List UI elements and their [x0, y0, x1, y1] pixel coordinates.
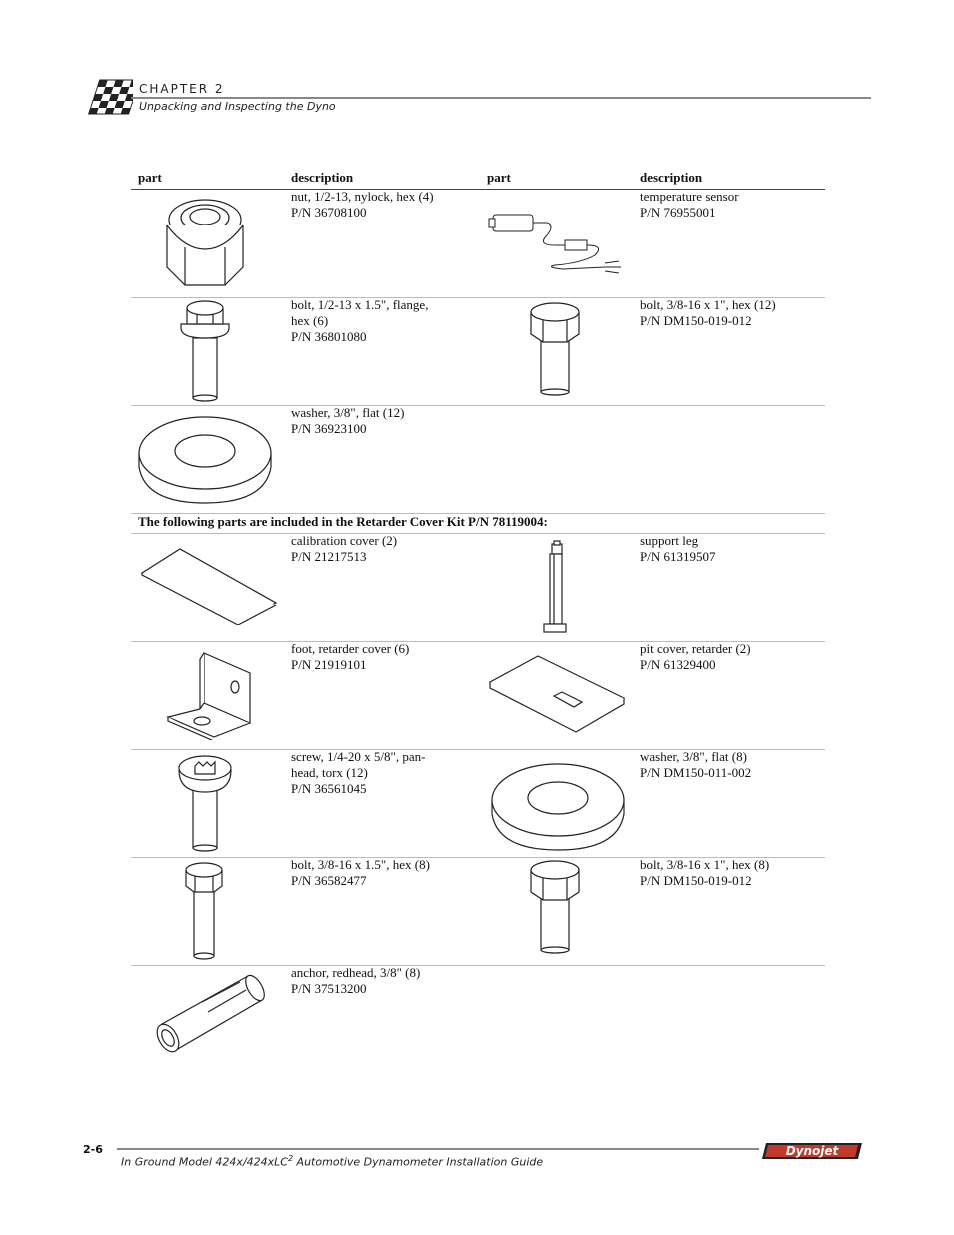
part-name: washer, 3/8", flat (8) — [640, 749, 747, 764]
footer-title-sup: 2 — [287, 1154, 294, 1163]
chapter-label: CHAPTER 2 — [139, 82, 225, 96]
footer-title-rest: Automotive Dynamometer Installation Guide — [293, 1155, 544, 1169]
part-description — [291, 189, 466, 221]
part-name: support leg — [640, 533, 699, 548]
header-rule — [131, 97, 871, 99]
part-number: P/N DM150-019-012 — [640, 873, 752, 888]
part-number: P/N 36708100 — [291, 205, 367, 220]
column-header-part: part — [487, 170, 511, 185]
calibration-cover-icon — [140, 545, 280, 625]
part-description — [291, 533, 466, 565]
chapter-subtitle: Unpacking and Inspecting the Dyno — [139, 100, 336, 113]
page-number: 2-6 — [83, 1143, 103, 1156]
part-number: P/N 36923100 — [291, 421, 367, 436]
checkered-flag-icon — [83, 76, 133, 118]
part-description — [291, 749, 466, 797]
flat-washer-icon — [488, 762, 628, 854]
hex-bolt-icon — [525, 300, 585, 396]
angle-foot-icon — [160, 645, 260, 740]
footer-rule — [117, 1148, 759, 1150]
part-name: foot, retarder cover (6) — [291, 641, 410, 656]
part-description — [640, 749, 815, 781]
hex-bolt-long-icon — [182, 860, 226, 960]
part-name: bolt, 1/2-13 x 1.5", flange, — [291, 297, 429, 312]
row-divider — [131, 405, 825, 406]
part-name: hex (6) — [291, 313, 329, 328]
part-name: bolt, 3/8-16 x 1.5", hex (8) — [291, 857, 430, 872]
support-leg-icon — [540, 538, 570, 638]
part-number: P/N 61319507 — [640, 549, 716, 564]
flange-bolt-icon — [175, 298, 235, 402]
dynojet-logo — [762, 1141, 865, 1161]
part-name: pit cover, retarder (2) — [640, 641, 751, 656]
temperature-sensor-icon — [485, 205, 625, 280]
part-number: P/N 36801080 — [291, 329, 367, 344]
part-name: bolt, 3/8-16 x 1", hex (12) — [640, 297, 776, 312]
part-number: P/N 37513200 — [291, 981, 367, 996]
pit-cover-icon — [488, 652, 628, 736]
part-description — [291, 857, 466, 889]
part-name: bolt, 3/8-16 x 1", hex (8) — [640, 857, 770, 872]
part-number: P/N DM150-011-002 — [640, 765, 752, 780]
part-description — [291, 965, 466, 997]
footer-title-main: In Ground Model 424x/424xLC — [121, 1155, 288, 1169]
row-divider — [131, 965, 825, 966]
part-description — [640, 189, 815, 221]
part-number: P/N 61329400 — [640, 657, 716, 672]
column-header-description: description — [291, 170, 354, 185]
footer-title — [121, 1154, 543, 1169]
kit-note: The following parts are included in the Retarder Cover Kit P/N 78119004: — [138, 514, 548, 529]
anchor-icon — [140, 968, 270, 1060]
part-number: P/N 21217513 — [291, 549, 367, 564]
column-header-part: part — [138, 170, 162, 185]
part-description — [640, 857, 815, 889]
part-name: nut, 1/2-13, nylock, hex (4) — [291, 189, 434, 204]
hex-nut-icon — [155, 195, 255, 290]
column-header-description: description — [640, 170, 703, 185]
part-name: calibration cover (2) — [291, 533, 398, 548]
part-description — [640, 533, 815, 565]
part-description — [640, 641, 815, 673]
part-description — [291, 641, 466, 673]
part-description — [291, 405, 466, 437]
part-number: P/N 36561045 — [291, 781, 367, 796]
part-name: anchor, redhead, 3/8" (8) — [291, 965, 421, 980]
part-name: temperature sensor — [640, 189, 739, 204]
part-number: P/N 36582477 — [291, 873, 367, 888]
part-name: washer, 3/8", flat (12) — [291, 405, 405, 420]
part-description — [640, 297, 815, 329]
hex-bolt-icon — [525, 858, 585, 954]
part-number: P/N DM150-019-012 — [640, 313, 752, 328]
part-number: P/N 21919101 — [291, 657, 367, 672]
torx-screw-icon — [175, 752, 235, 852]
svg-text:Dynojet: Dynojet — [785, 1144, 839, 1158]
part-name: screw, 1/4-20 x 5/8", pan- — [291, 749, 426, 764]
part-name: head, torx (12) — [291, 765, 368, 780]
flat-washer-icon — [135, 415, 275, 507]
part-number: P/N 76955001 — [640, 205, 716, 220]
part-description — [291, 297, 466, 345]
